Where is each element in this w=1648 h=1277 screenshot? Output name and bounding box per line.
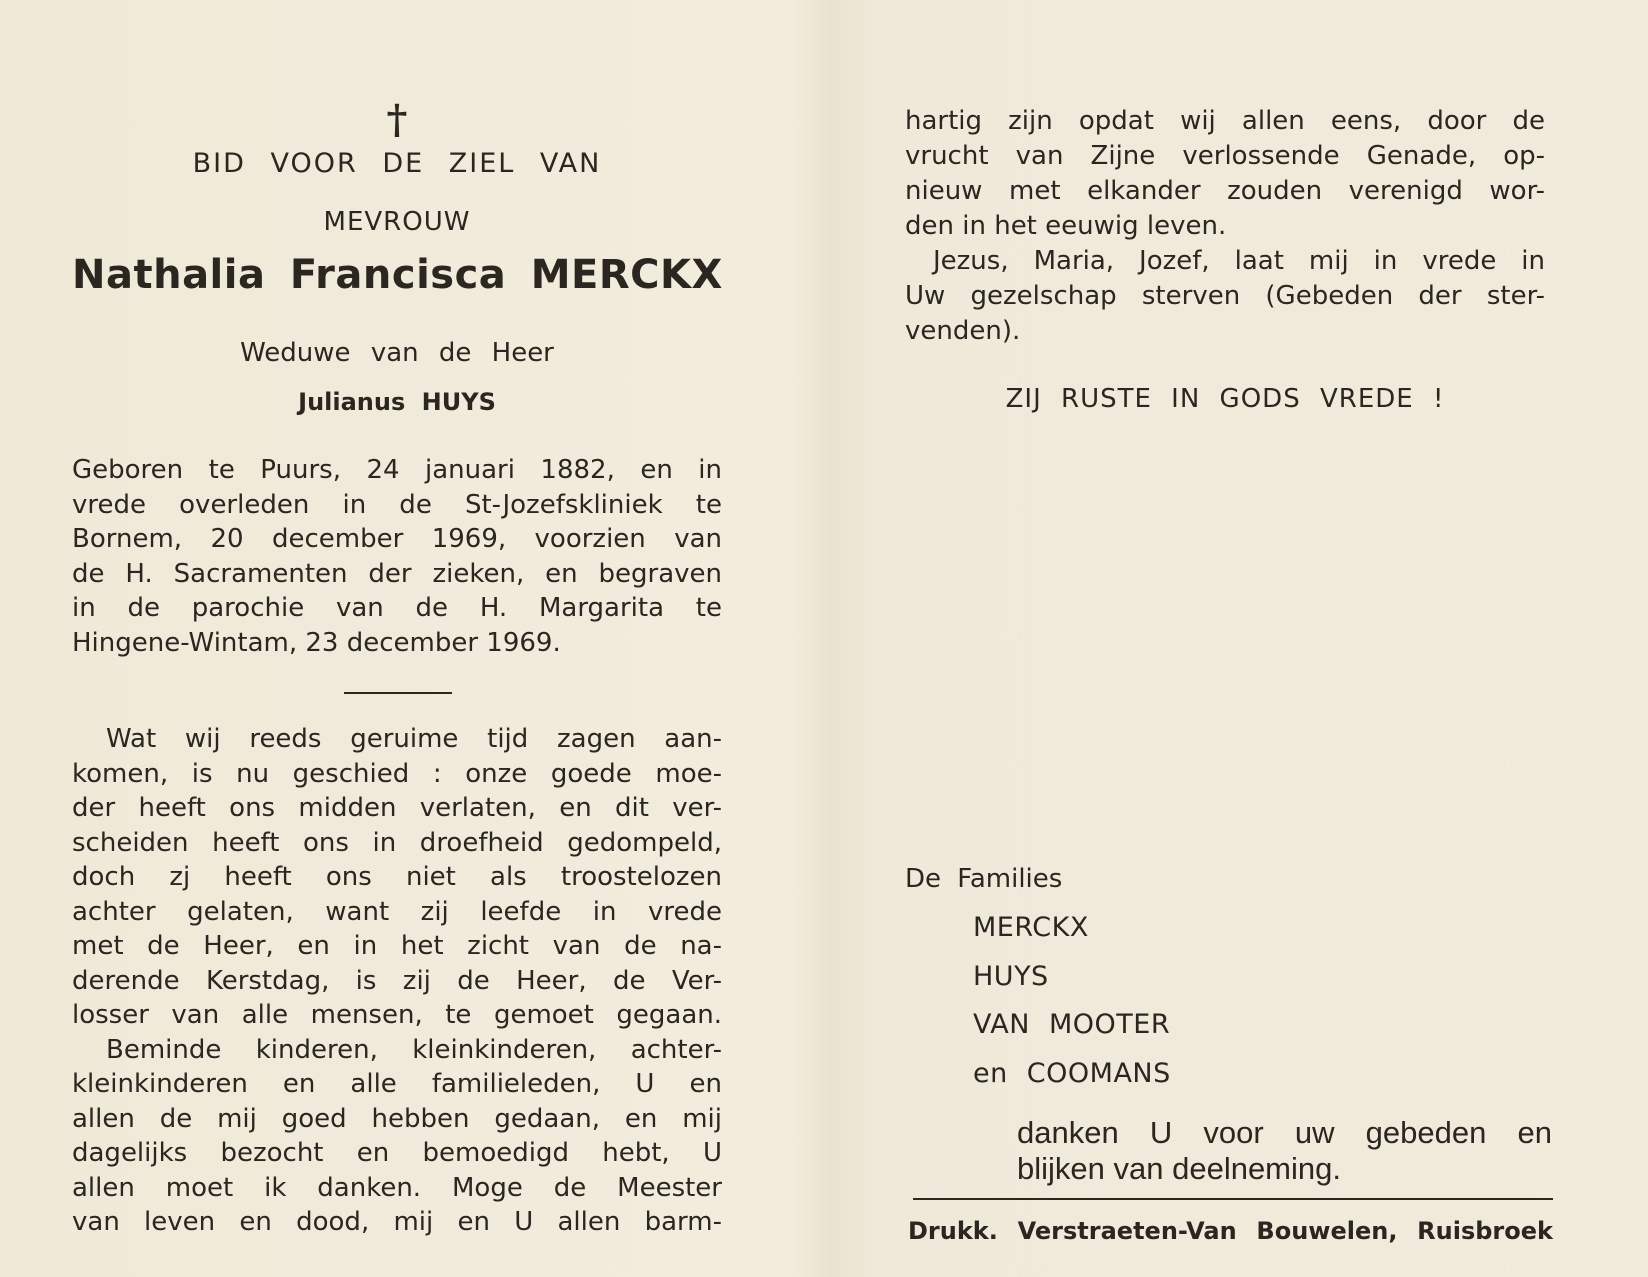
family-name: VAN MOOTER — [973, 1009, 1171, 1040]
families-label: De Families — [905, 864, 1063, 894]
printer-word: Ruisbroek — [1417, 1217, 1553, 1245]
divider — [344, 692, 452, 694]
text-line: derende Kerstdag, is zij de Heer, de Ver- — [72, 965, 722, 996]
family-name: HUYS — [973, 960, 1049, 992]
husband-name: Julianus HUYS — [298, 388, 496, 416]
prayer-heading: BID VOOR DE ZIEL VAN — [192, 148, 602, 179]
family-name: en COOMANS — [973, 1057, 1171, 1089]
text-line: Geboren te Puurs, 24 januari 1882, en in — [72, 455, 722, 485]
text-line: danken U voor uw gebeden en — [1017, 1115, 1552, 1150]
text-line: dagelijks bezocht en bemoedigd hebt, U — [72, 1138, 722, 1168]
text-line: losser van alle mensen, te gemoet gegaan. — [72, 1000, 722, 1030]
text-line: nieuw met elkander zouden verenigd wor- — [905, 176, 1545, 206]
right-page — [905, 0, 1553, 1277]
families-list — [973, 904, 1171, 1098]
title-prefix: MEVROUW — [323, 207, 471, 237]
printer-credit — [908, 1217, 1553, 1245]
text-line: vrede overleden in de St-Jozefskliniek te — [72, 489, 722, 520]
text-line: met de Heer, en in het zicht van de na- — [72, 931, 722, 961]
prayer-paragraph — [905, 104, 1545, 349]
printer-word: Bouwelen, — [1256, 1217, 1398, 1245]
rest-in-peace-line: ZIJ RUSTE IN GODS VREDE ! — [1005, 384, 1445, 414]
cross-icon: † — [386, 96, 408, 143]
widow-of-label: Weduwe van de Heer — [240, 338, 554, 368]
text-line: venden). — [905, 316, 1021, 346]
left-page — [72, 0, 722, 1277]
divider — [913, 1198, 1553, 1200]
text-line: van leven en dood, mij en U allen barm- — [72, 1207, 722, 1237]
text-line: blijken van deelneming. — [1017, 1151, 1341, 1186]
biography-paragraph — [72, 453, 722, 660]
deceased-name: Nathalia Francisca MERCKX — [72, 252, 723, 298]
text-line: allen moet ik danken. Moge de Meester — [72, 1172, 722, 1203]
farewell-paragraph — [72, 722, 722, 1240]
text-line: komen, is nu geschied : onze goede moe- — [72, 758, 722, 789]
text-line: Wat wij reeds geruime tijd zagen aan- — [106, 724, 722, 754]
text-line: Bornem, 20 december 1969, voorzien van — [72, 524, 722, 554]
text-line: kleinkinderen en alle familieleden, U en — [72, 1069, 722, 1099]
text-line: der heeft ons midden verlaten, en dit ver- — [72, 793, 722, 823]
text-line: Jezus, Maria, Jozef, laat mij in vrede in — [933, 246, 1545, 276]
family-name: MERCKX — [973, 912, 1089, 943]
text-line: vrucht van Zijne verlossende Genade, op- — [905, 141, 1545, 171]
printer-word: Drukk. — [908, 1217, 998, 1245]
printer-word: Verstraeten-Van — [1017, 1217, 1237, 1245]
text-line: de H. Sacramenten der zieken, en begraven — [72, 558, 722, 589]
text-line: doch zj heeft ons niet als troostelozen — [72, 862, 722, 892]
text-line: Hingene-Wintam, 23 december 1969. — [72, 627, 561, 658]
text-line: hartig zijn opdat wij allen eens, door de — [905, 106, 1545, 136]
text-line: den in het eeuwig leven. — [905, 211, 1227, 241]
text-line: Uw gezelschap sterven (Gebeden der ster- — [905, 281, 1545, 311]
text-line: allen de mij goed hebben gedaan, en mij — [72, 1103, 722, 1134]
text-line: Beminde kinderen, kleinkinderen, achter- — [106, 1034, 722, 1065]
thanks-text — [1017, 1115, 1552, 1187]
text-line: achter gelaten, want zij leefde in vrede — [72, 896, 722, 927]
text-line: scheiden heeft ons in droefheid gedompeld, — [72, 827, 722, 858]
text-line: in de parochie van de H. Margarita te — [72, 593, 722, 623]
